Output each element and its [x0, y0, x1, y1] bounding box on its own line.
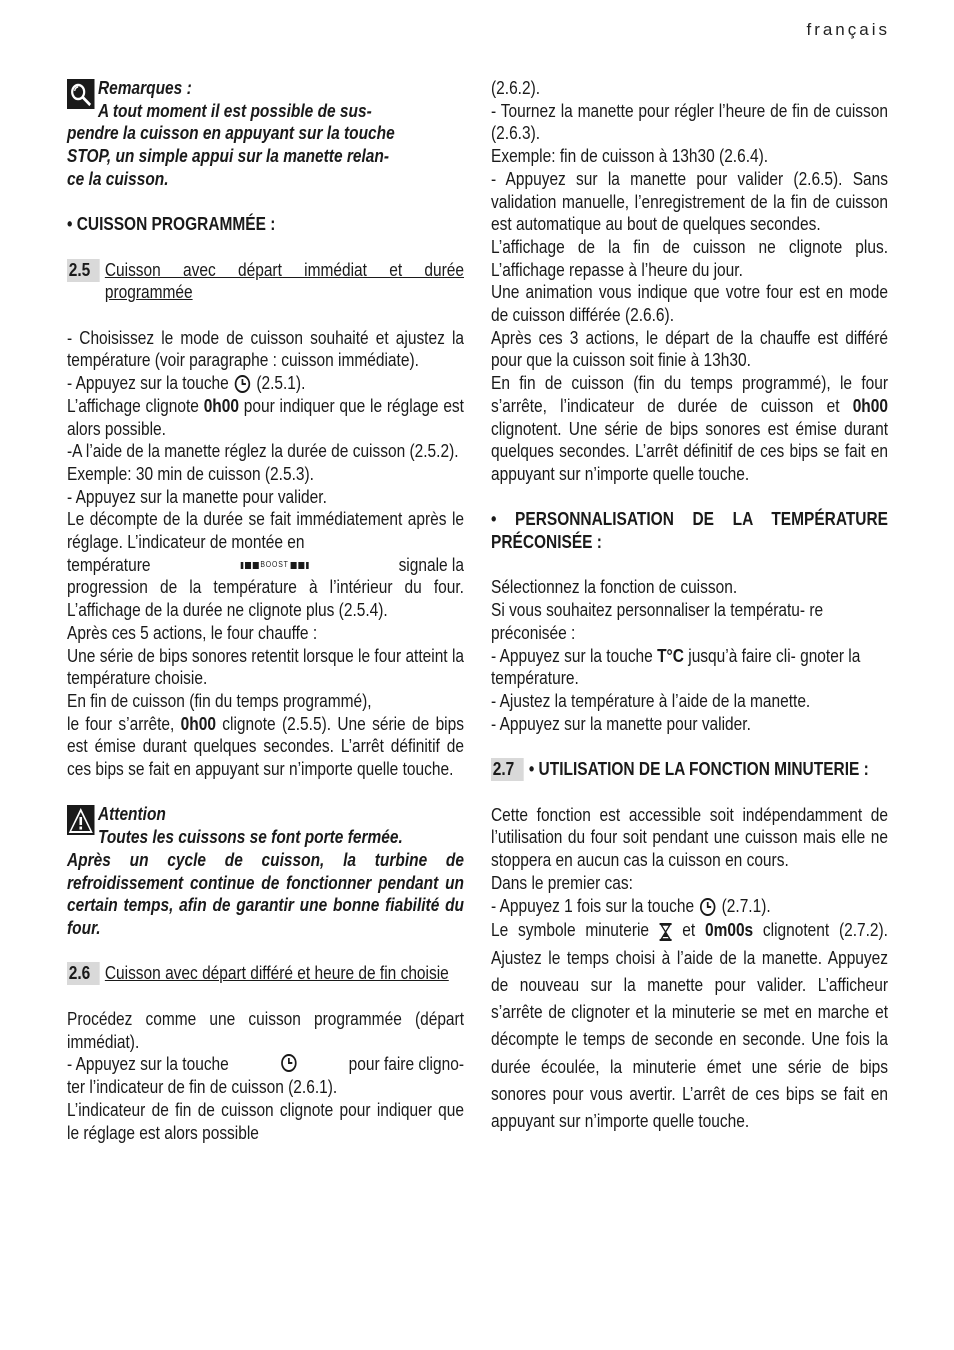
text: (2.5.1).: [256, 373, 306, 394]
paragraph: [67, 372, 464, 395]
attention-note: [67, 803, 464, 939]
note-title: Attention: [97, 804, 166, 825]
display-value: 0h00: [852, 395, 888, 416]
right-column: [491, 77, 888, 1136]
paragraph: Exemple: fin de cuisson à 13h30 (2.6.4).: [491, 146, 769, 167]
paragraph: Après ces 5 actions, le four chauffe :: [67, 622, 318, 643]
paragraph: ter l’indicateur de fin de cuisson (2.6.1).: [67, 1077, 338, 1098]
hourglass-icon: [659, 922, 673, 942]
paragraph: [491, 917, 888, 1135]
section-heading: • PERSONNALISATION DE LA TEMPÉRATURE PRÉCONISÉE :: [491, 509, 888, 553]
section-heading: • CUISSON PROGRAMMÉE :: [67, 214, 276, 235]
section-title: Cuisson avec départ immédiat et durée programmée: [104, 259, 464, 303]
display-value: 0m00s: [704, 920, 754, 941]
clock-icon: [279, 1053, 298, 1073]
paragraph: - Choisissez le mode de cuisson souhaité et ajustez la température (voir paragraphe : cuisson immédiate).: [67, 327, 464, 371]
temperature-key-label: T°C: [657, 645, 684, 666]
paragraph: L’affichage de la fin de cuisson ne clignote plus. L’affichage repasse à l’heure du jour.: [491, 236, 888, 280]
text: pour faire cligno-: [348, 1054, 464, 1075]
paragraph: progression de la température à l’intérieur du four. L’affichage de la durée ne clignote plus (2.5.4).: [67, 577, 464, 621]
section-number: 2.7: [491, 758, 524, 781]
text: - Appuyez sur la touche: [491, 645, 653, 666]
remarks-note: [67, 77, 464, 191]
text: - Appuyez 1 fois sur la touche: [491, 895, 695, 916]
text: pour indiquer que le réglage est alors possible.: [67, 395, 464, 439]
language-label: français: [806, 20, 890, 39]
paragraph: Le décompte de la durée se fait immédiatement après le réglage. L’indicateur de montée en: [67, 509, 464, 553]
paragraph: - Appuyez sur la manette pour valider.: [67, 486, 327, 507]
paragraph: Si vous souhaitez personnaliser la températu- re préconisée :: [491, 600, 824, 643]
section-title: Cuisson avec départ différé et heure de fin choisie: [104, 963, 449, 984]
note-line: A tout moment il est possible de sus-: [97, 100, 372, 121]
section-number: 2.5: [67, 259, 100, 282]
section-2-5: [67, 259, 464, 304]
paragraph: - Tournez la manette pour régler l’heure de fin de cuisson (2.6.3).: [491, 100, 888, 144]
paragraph: Exemple: 30 min de cuisson (2.5.3).: [67, 463, 314, 484]
text: (2.7.1).: [721, 895, 771, 916]
paragraph: Une série de bips sonores retentit lorsque le four atteint la température choisie.: [67, 645, 464, 689]
text: clignote (2.5.5). Une série de bips est émise durant quelques secondes. L’arrêt définitif de ces bips se fait en appuyant sur n’importe quelle touche.: [67, 713, 464, 780]
text: le four s’arrête,: [67, 713, 175, 734]
magnifier-icon: [67, 79, 95, 109]
paragraph: Après ces 3 actions, le départ de la chauffe est différé pour que la cuisson soit finie à 13h30.: [491, 327, 888, 371]
paragraph: [67, 395, 464, 440]
display-value: 0h00: [180, 713, 216, 734]
text: clignotent (2.7.2). Ajustez le temps choisi à l’aide de la manette. Appuyez de nouveau sur la manette pour valider. L’afficheur s’arrête de clignoter et la minuterie se met en marche et décompte le temps de seconde en seconde. Une fois la durée écoulée, la minuterie émet une série de bips sonores pour vous avertir. L’arrêt de ces bips se fait en appuyant sur n’importe quelle touche.: [491, 920, 888, 1132]
paragraph: Une animation vous indique que votre four est en mode de cuisson différée (2.6.6).: [491, 282, 888, 326]
paragraph: Procédez comme une cuisson programmée (départ immédiat).: [67, 1009, 464, 1052]
text: et: [682, 920, 696, 941]
note-title: Remarques :: [97, 78, 192, 98]
paragraph: [67, 554, 464, 577]
section-2-6: [67, 962, 464, 985]
paragraph: - Appuyez sur la manette pour valider.: [491, 713, 751, 734]
note-line: pendre la cuisson en appuyant sur la touche: [67, 123, 395, 144]
warning-icon: [67, 805, 95, 835]
text: - Appuyez sur la touche: [67, 373, 229, 394]
paragraph: [491, 895, 888, 918]
paragraph: - Appuyez sur la manette pour valider (2.6.5). Sans validation manuelle, l’enregistrement de la fin de cuisson est automatique au bout de quelques secondes.: [491, 168, 888, 235]
text: En fin de cuisson (fin du temps programmé), le four s’arrête, l’indicateur de durée de cuisson et: [491, 373, 888, 416]
note-line: Toutes les cuissons se font porte fermée.: [97, 827, 403, 848]
section-number: 2.6: [67, 962, 100, 985]
boost-indicator-icon: [241, 554, 309, 577]
text: clignotent. Une série de bips sonores est émise durant quelques secondes. L’arrêt définitif de ces bips se fait en appuyant sur n’importe quelle touche.: [491, 418, 888, 484]
clock-icon: [233, 374, 252, 394]
paragraph: [491, 645, 888, 690]
text: Le symbole minuterie: [491, 920, 650, 941]
paragraph: [67, 713, 464, 781]
note-line: STOP, un simple appui sur la manette relan-: [67, 146, 390, 167]
note-line: ce la cuisson.: [67, 168, 169, 189]
clock-icon: [698, 897, 717, 917]
text: signale la: [398, 554, 464, 575]
text: jusqu’à faire cli- gnoter la température.: [491, 645, 861, 689]
text: L’affichage clignote: [67, 395, 199, 416]
note-line: Après un cycle de cuisson, la turbine de refroidissement continue de fonctionner pendant un certain temps, afin de garantir une bonne fiabilité du four.: [67, 849, 464, 938]
paragraph: (2.6.2).: [491, 78, 541, 98]
paragraph: -A l’aide de la manette réglez la durée de cuisson (2.5.2).: [67, 441, 459, 462]
left-column: [67, 77, 464, 1144]
section-title: • UTILISATION DE LA FONCTION MINUTERIE :: [528, 759, 869, 780]
text: température: [67, 554, 151, 575]
paragraph: Dans le premier cas:: [491, 872, 633, 893]
boost-label: BOOST: [260, 559, 289, 569]
paragraph: [67, 1053, 464, 1076]
section-2-7: [491, 758, 888, 781]
text: - Appuyez sur la touche: [67, 1054, 229, 1075]
paragraph: Cette fonction est accessible soit indépendamment de l’utilisation du four soit pendant une cuisson mais elle ne stoppera en aucun cas la cuisson en cours.: [491, 804, 888, 871]
paragraph: En fin de cuisson (fin du temps programmé),: [67, 690, 372, 711]
paragraph: [491, 372, 888, 486]
display-value: 0h00: [203, 395, 239, 416]
paragraph: - Ajustez la température à l’aide de la manette.: [491, 690, 811, 711]
paragraph: L’indicateur de fin de cuisson clignote pour indiquer que le réglage est alors possible: [67, 1099, 464, 1143]
paragraph: Sélectionnez la fonction de cuisson.: [491, 577, 738, 598]
